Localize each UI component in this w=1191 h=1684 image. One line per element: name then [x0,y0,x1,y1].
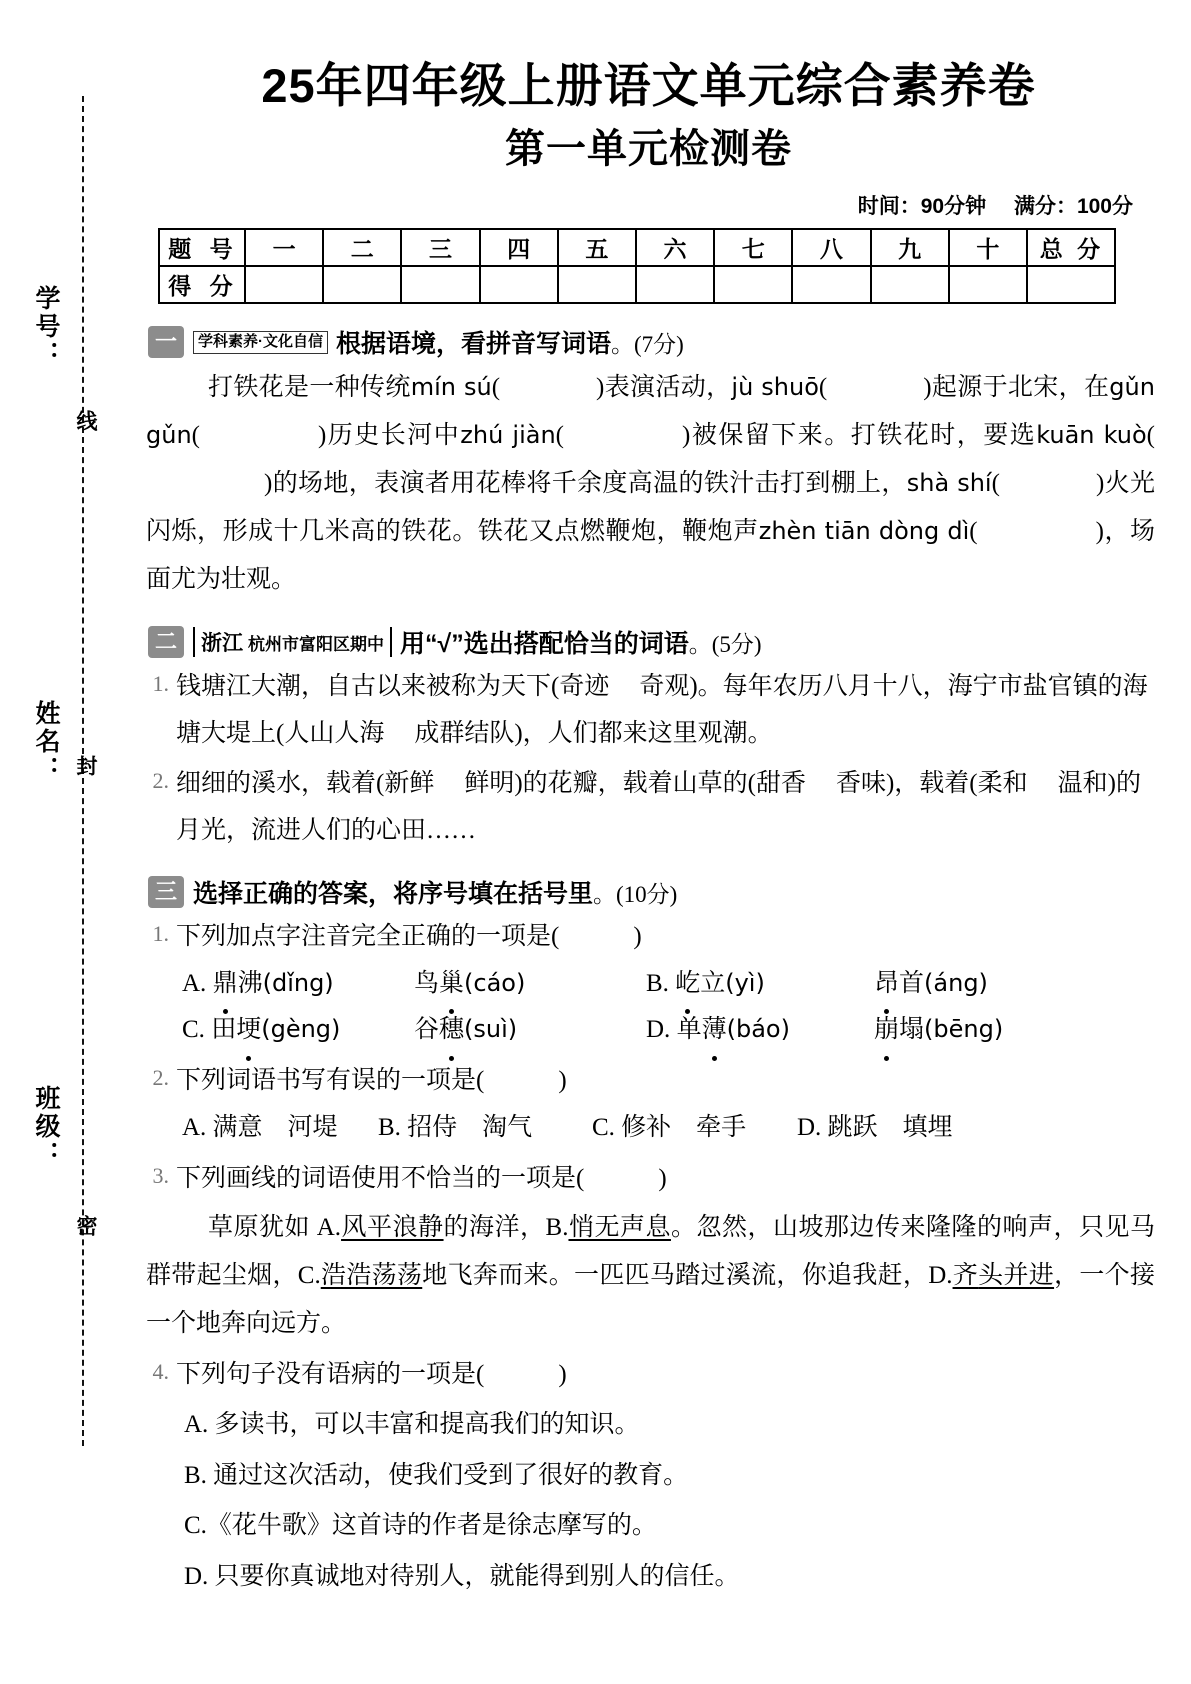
score-cell-8[interactable] [792,266,870,303]
passage-text: 在 [1083,374,1110,402]
section-badge-2: 二 [148,626,184,658]
choice-text: 钱塘江大潮，自古以来被称为天下(奇迹 [176,673,610,701]
stem-close: ) [658,1164,667,1192]
option-pinyin: (cáo) [464,968,526,997]
col-2: 二 [323,229,401,266]
choice-text: 细细的溪水，载着(新鲜 [176,770,435,798]
score-cell-5[interactable] [558,266,636,303]
seal-char-mi: 密 [74,1215,97,1236]
col-5: 五 [558,229,636,266]
section-title-3: 选择正确的答案，将序号填在括号里 [193,880,594,909]
question-stem [176,1058,1155,1105]
item-text[interactable] [176,761,1155,854]
row-label-score: 得 分 [159,266,245,303]
item-text[interactable] [176,664,1155,757]
seal-char-xian: 线 [74,410,97,431]
option-pinyin: (bēng) [924,1015,1004,1044]
competency-tag: 学科素养·文化自信 [193,331,328,353]
section-title-1: 根据语境，看拼音写词语 [336,330,612,359]
option-a[interactable]: A. 满意 河堤 [182,1114,338,1142]
question-number: 2. [152,1064,169,1090]
col-6: 六 [636,229,714,266]
section-badge-1: 一 [148,326,184,358]
option-a[interactable]: A. 多读书，可以丰富和提高我们的知识。 [184,1410,640,1438]
student-id-label: 学号： [32,285,60,369]
section-title-2: 用“√”选出搭配恰当的词语 [400,630,689,659]
col-total: 总 分 [1027,229,1115,266]
question-stem [176,914,1155,961]
stem-text: 下列加点字注音完全正确的一项是( [176,923,560,951]
question-1 [144,914,1155,961]
section-badge-3: 三 [148,876,184,908]
pinyin-zhen-tian-dong-di: zhèn tiān dòng dì [758,517,970,546]
section-1-passage: 打铁花是一种传统mín sú( )表演活动，jù shuō( )起源于北宋，在gǔn gǔn( )历史长河中zhú jiàn( )被保留下来。打铁花时，要选kuān kuò()的场地，表演者用花棒将千余度高温的铁汁击打到棚上，shà shí( )火光闪烁，形成十几米高的铁花。铁花又点燃鞭炮，鞭炮声zhèn tiān dòng dì( )，场面尤为壮观。 [146,373,1155,594]
option-c[interactable]: C.《花牛歌》这首诗的作者是徐志摩写的。 [184,1512,657,1540]
passage-text: 。忽然，山坡那边传来隆隆的响声， [670,1214,1079,1242]
question-number: 3. [152,1162,169,1188]
option-c-second-word[interactable]: 谷穗(suì) [414,1007,646,1054]
option-b[interactable]: B. 通过这次活动，使我们受到了很好的教育。 [184,1461,689,1489]
stem-close: ) [633,923,642,951]
score-cell-1[interactable] [245,266,323,303]
stem-text: 下列画线的词语使用不恰当的一项是( [176,1164,585,1192]
passage-text: 被保留下来。打铁花时，要选 [690,422,1037,450]
section-points-3: 。(10分) [593,881,678,907]
seal-char-feng: 封 [74,755,97,776]
dotted-char: 薄 [702,1007,727,1054]
choice-text: 香味)，载着(柔和 [835,770,1028,798]
option-b-second-word[interactable]: 昂首(áng) [874,961,1074,1008]
dotted-char: 昂 [874,961,899,1008]
passage-text: 只见马群带起尘烟，C. [146,1214,1155,1290]
section-header-2 [148,624,1155,660]
option-label: B. [646,969,669,997]
question-2 [144,1058,1155,1105]
choice-text: 奇观)。每年农历八月十八，海宁市盐 [639,673,1048,701]
section-points-1: 。(7分) [611,331,684,357]
province-source-tag [193,627,392,657]
underlined-phrase-b[interactable]: 悄无声息 [568,1214,671,1242]
col-1: 一 [245,229,323,266]
score-cell-7[interactable] [714,266,792,303]
option-pinyin: (báo) [726,1015,790,1044]
list-item [144,761,1155,854]
underlined-phrase-d2[interactable]: 头并进 [978,1262,1055,1290]
pinyin-zhu-jian: zhú jiàn [460,421,556,450]
question-stem [176,1156,1155,1203]
question-number: 4. [152,1359,169,1385]
passage-text: 起源于北宋， [931,374,1084,402]
col-4: 四 [480,229,558,266]
option-pinyin: (yì) [725,968,765,997]
passage-text: 的场地，表演者用花棒将千余度高温的铁汁击打到棚上， [272,470,907,498]
option-row-1b [182,1007,1155,1054]
stem-text: 下列句子没有语病的一项是( [176,1361,485,1389]
passage-text: ，一个接一个地奔向远方。 [146,1262,1155,1338]
dotted-char: 穗 [439,1007,464,1054]
table-row-scores [159,266,1115,303]
dotted-char: 崩 [874,1007,899,1054]
option-a-second-word[interactable]: 鸟巢(cáo) [414,961,646,1008]
option-c[interactable]: C. 田埂(gèng) [182,1007,414,1054]
passage-text: 表演活动， [604,374,732,402]
choice-text: 官镇的海塘大堤上(人山人海 [176,673,1148,747]
option-pinyin: (gèng) [261,1015,341,1044]
score-cell-4[interactable] [480,266,558,303]
option-b[interactable]: B. 招侍 淘气 [378,1114,533,1142]
option-label: C. [182,1016,205,1044]
col-9: 九 [871,229,949,266]
score-table [158,228,1116,304]
dotted-char: 埂 [236,1007,261,1054]
choice-text: 鲜明)的花瓣，载着山草的(甜香 [464,770,806,798]
dotted-char: 巢 [439,961,464,1008]
choice-text: 温和) [1057,770,1116,798]
score-cell-2[interactable] [323,266,401,303]
option-d-second-word[interactable]: 崩塌(bēng) [874,1007,1074,1054]
col-3: 三 [401,229,479,266]
col-10: 十 [949,229,1027,266]
stem-close: ) [558,1361,567,1389]
option-c[interactable]: C. 修补 牵手 [592,1114,747,1142]
option-pinyin: (suì) [464,1015,518,1044]
score-cell-10[interactable] [949,266,1027,303]
option-row-1a [182,961,1155,1008]
pinyin-gun-gun: gǔn gǔn [146,373,1155,450]
option-d[interactable]: D. 跳跃 填埋 [797,1114,953,1142]
dotted-char: 鼎 [213,961,238,1008]
page-subtitle: 第一单元检测卷 [505,127,792,172]
underlined-phrase-a[interactable]: 风平浪静 [341,1214,444,1242]
stem-text: 下列词语书写有误的一项是( [176,1066,485,1094]
section-points-2: 。(5分) [688,631,762,657]
score-cell-total[interactable] [1027,266,1115,303]
option-row-2 [182,1104,1155,1152]
score-cell-3[interactable] [401,266,479,303]
question-4 [144,1352,1155,1399]
pinyin-min-su: mín sú [410,373,492,402]
passage-text: 历史长河中 [326,422,461,450]
class-label: 班级： [32,1085,60,1169]
passage-text: 的海洋，B. [443,1214,569,1242]
option-b[interactable]: B. 屹立(yì) [646,961,874,1008]
pinyin-ju-shuo: jù shuō [731,373,819,402]
option-a[interactable]: A. 鼎沸(dǐng) [182,961,414,1008]
option-label: D. [646,1016,671,1044]
question-stem [176,1352,1155,1399]
total-score-label: 满分：100分 [1013,195,1133,219]
choice-text: 的月光，流进人们的心田…… [176,770,1141,844]
item-number: 1. [152,671,169,697]
option-d[interactable]: D. 只要你真诚地对待别人，就能得到别人的信任。 [184,1563,740,1591]
province-label: 浙江 [201,632,243,656]
list-item [144,664,1155,757]
pinyin-sha-shi: shà shí [906,469,992,498]
col-7: 七 [714,229,792,266]
exam-meta [142,190,1133,220]
section-header-3 [148,874,1155,910]
question-3-passage [146,1204,1155,1348]
underlined-phrase-d1[interactable]: 齐 [952,1262,979,1290]
choice-text: 成群结队)，人们都来这里观潮。 [414,719,773,747]
passage-text: 火光闪烁，形成十几米高的铁花。铁花又点燃鞭炮，鞭炮声 [146,470,1155,546]
pinyin-kuan-kuo: kuān kuò [1036,421,1147,450]
passage-text: 地飞奔而来。一匹匹马踏过溪流，你追我赶，D. [422,1262,953,1290]
page-title: 25年四年级上册语文单元综合素养卷 [261,59,1036,112]
section-header-1 [148,324,1155,360]
exam-source-label: 杭州市富阳区期中 [248,635,384,655]
underlined-phrase-c[interactable]: 浩浩荡荡 [320,1262,423,1290]
col-8: 八 [792,229,870,266]
exam-page [112,0,1191,1684]
score-cell-6[interactable] [636,266,714,303]
question-3 [144,1156,1155,1203]
score-cell-9[interactable] [871,266,949,303]
table-row-question-numbers [159,229,1115,266]
stem-close: ) [558,1066,567,1094]
option-d[interactable]: D. 单薄(báo) [646,1007,874,1054]
passage-text: 草原犹如 A. [208,1214,342,1242]
student-name-label: 姓名： [32,700,60,784]
dotted-char: 屹 [675,961,700,1008]
time-label: 时间：90分钟 [857,195,987,219]
option-pinyin: (áng) [924,968,988,997]
option-label: A. [182,969,207,997]
option-pinyin: (dǐng) [262,968,334,997]
left-margin-strip [0,0,112,1684]
passage-text: ，场面尤为壮观。 [146,518,1155,594]
passage-text: 打铁花是一种传统 [208,374,411,402]
row-label-question: 题 号 [159,229,245,266]
question-number: 1. [152,921,169,947]
item-number: 2. [152,768,169,794]
